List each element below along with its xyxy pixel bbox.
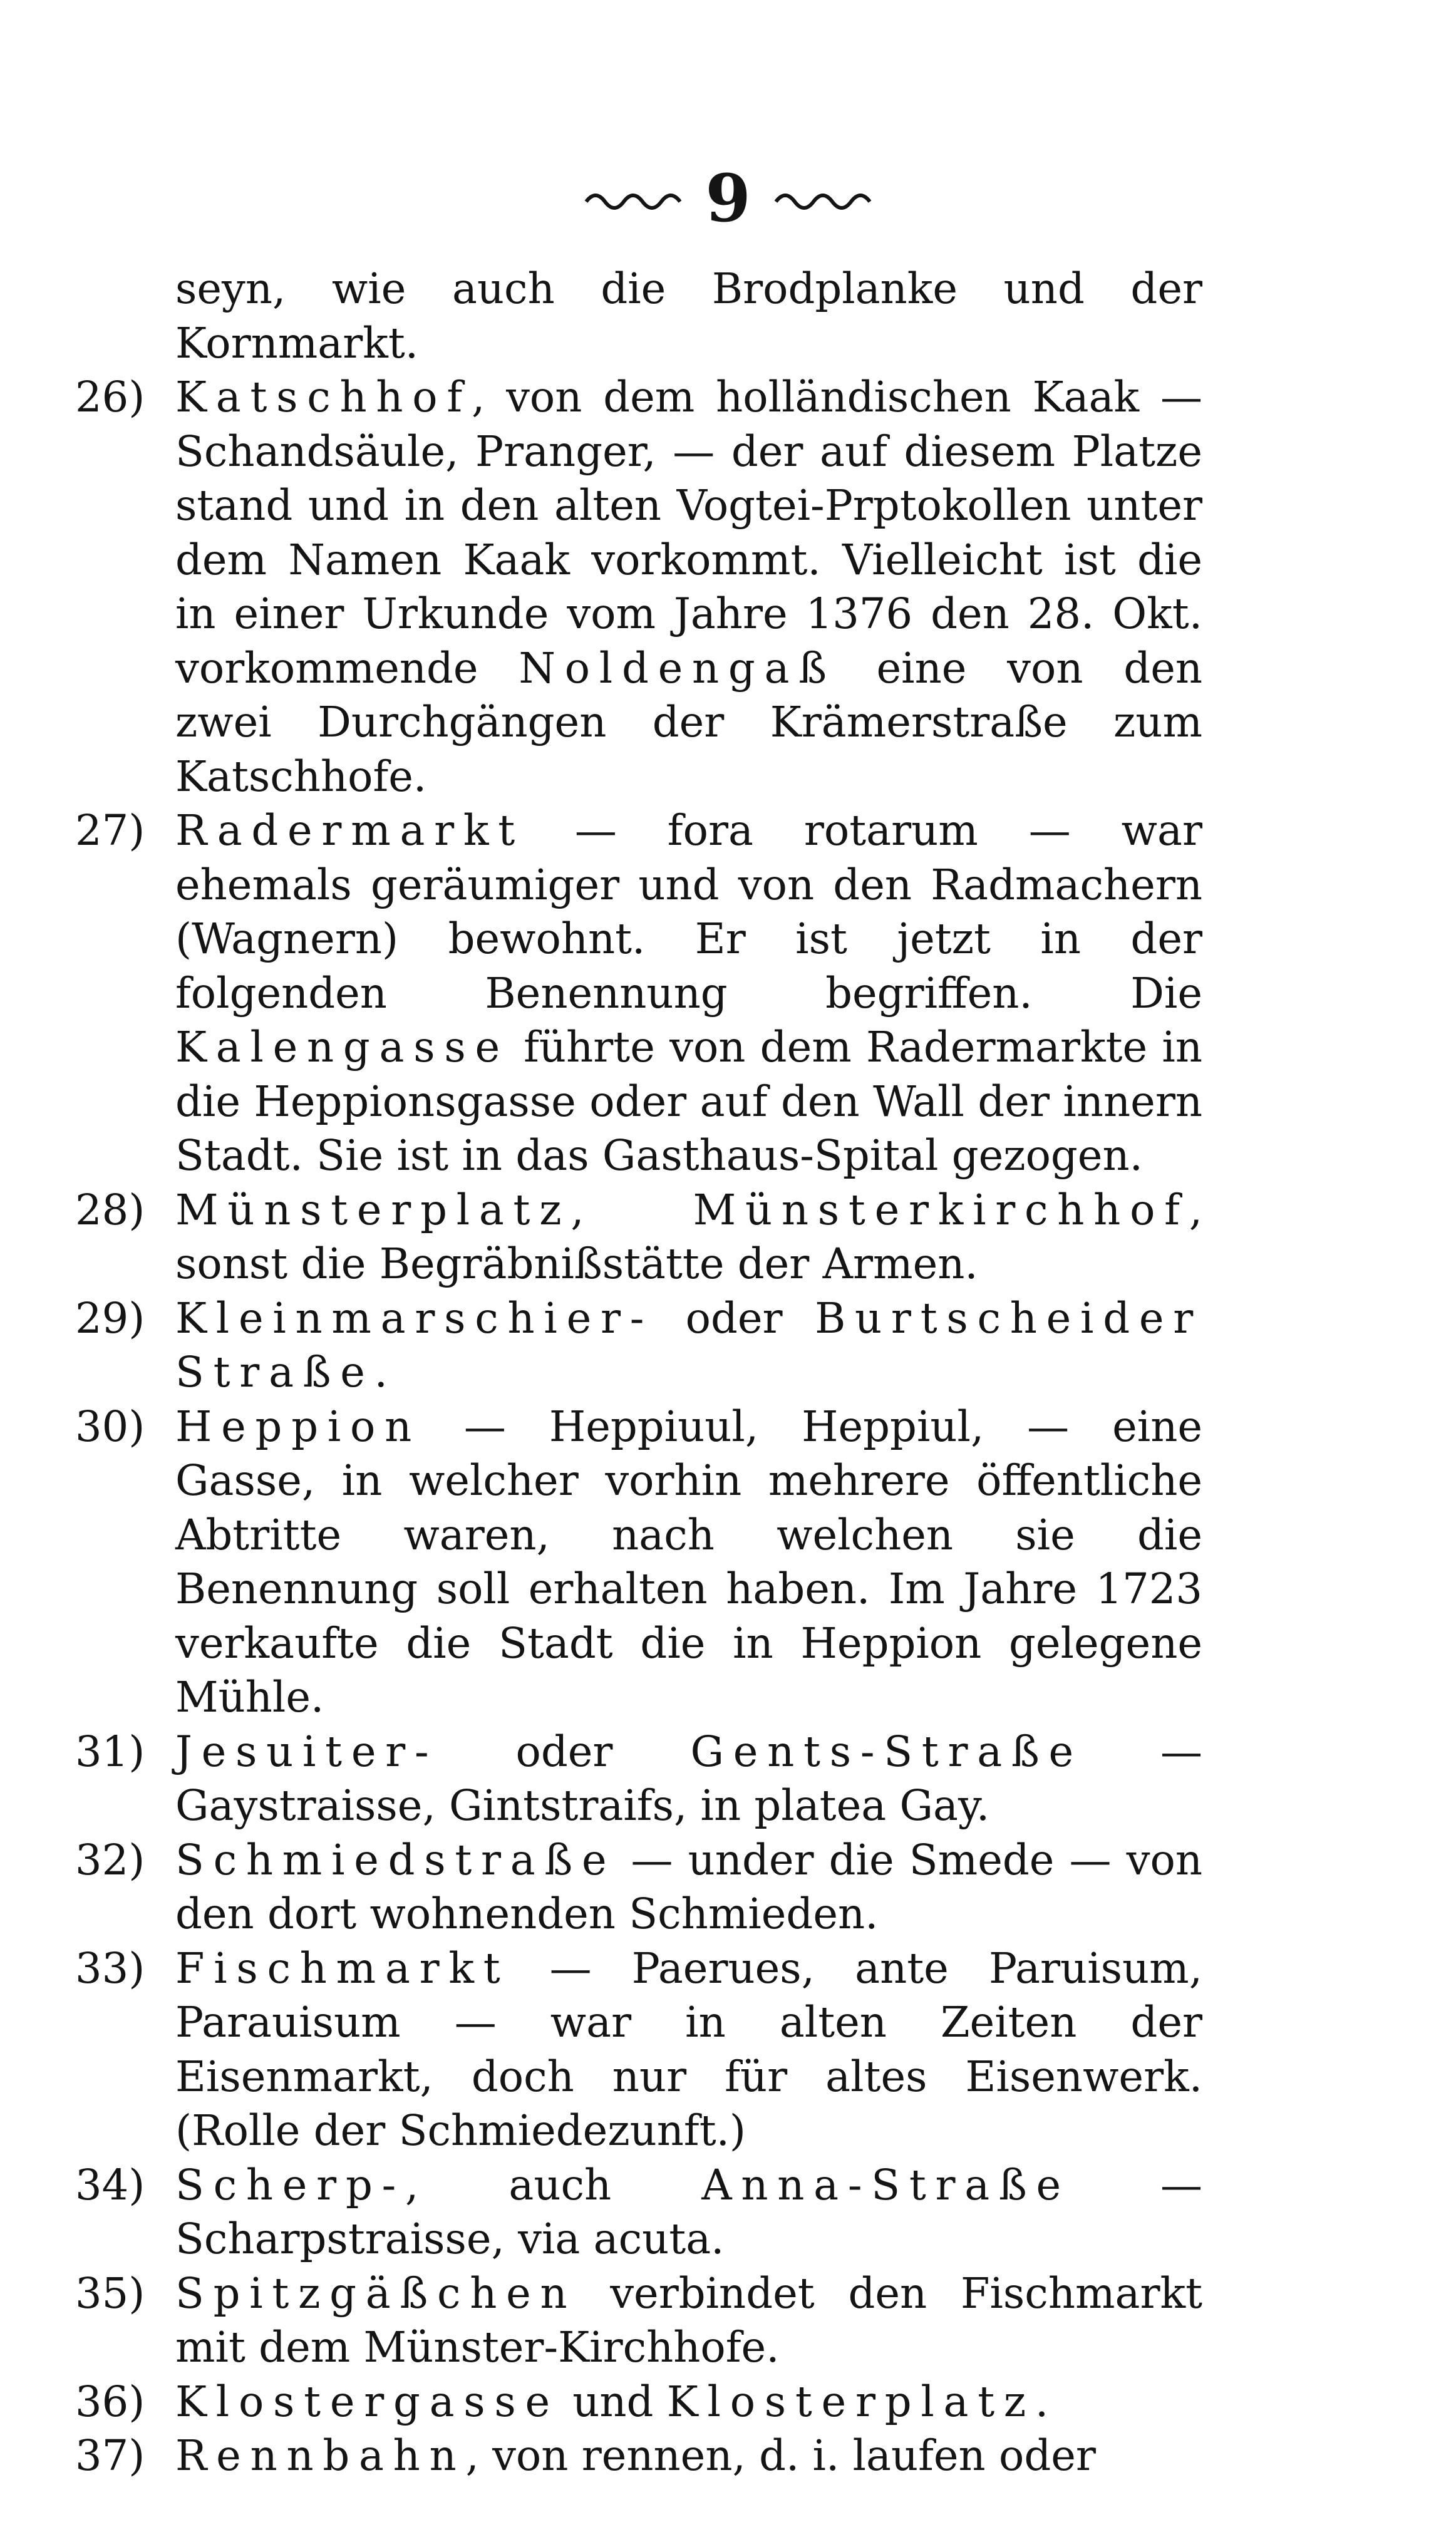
list-item [75,370,1202,804]
entry-number: 27) [75,806,145,855]
entry-text: verbindet den Fischmarkt mit dem Münster-Kirchhofe. [175,2268,1202,2372]
street-name: Katschhof [175,373,472,421]
list-item [75,1291,1202,1400]
street-name: Noldengaß [519,643,836,693]
entry-text: eine von den zwei Durchgängen der Krämerstraße zum Katschhofe. [175,643,1202,801]
entry-number: 33) [75,1943,145,1993]
entry-number: 31) [75,1727,145,1776]
street-name: Kleinmarschier- [175,1293,654,1343]
left-ornament [583,186,683,211]
entry-text: — under die Smede — von den dort wohnenden Schmieden. [175,1835,1202,1938]
list-item [75,1400,1202,1725]
entry-list [75,262,1202,2483]
entry-number: 30) [75,1402,145,1451]
street-name: Klosterplatz [666,2377,1035,2426]
street-name: Schmiedstraße [175,1835,616,1884]
street-name: Jesuiter- [175,1727,438,1776]
entry-text: — Scharpstraisse, via acuta. [175,2160,1202,2263]
street-name: Radermarkt [175,806,524,855]
street-name: Rennbahn [175,2431,466,2480]
entry-number: 36) [75,2377,145,2426]
street-name: Münsterplatz [175,1185,571,1234]
entry-text: — fora rotarum — war ehemals geräumiger und von den Radmachern (Wagnern) bewohnt. Er ist jetzt in der folgenden Benennung begriffen. Die [175,806,1202,1018]
street-name: Gents-Straße [690,1727,1083,1776]
entry-text: , [571,1185,693,1234]
entry-number: 34) [75,2160,145,2209]
entry-text: oder [438,1727,691,1776]
street-name: Kalengasse [175,1023,509,1072]
list-item [75,2375,1202,2429]
entry-number: 37) [75,2431,145,2480]
entry-text: seyn, wie auch die Brodplanke und der Kornmarkt. [175,264,1202,368]
entry-text: , auch [405,2160,702,2209]
page-number: 9 [705,160,751,237]
entry-text: . [1035,2377,1049,2426]
entry-text: und [559,2377,667,2426]
entry-number: 35) [75,2268,145,2318]
entry-text: — Gaystraisse, Gintstraifs, in platea Gay. [175,1727,1202,1830]
entry-text: , von rennen, d. i. laufen oder [465,2431,1096,2480]
street-name: Burtscheider Straße [175,1293,1202,1397]
list-item [75,1833,1202,1941]
entry-text: — Paerues, ante Paruisum, Parauisum — war in alten Zeiten der Eisenmarkt, doch nur für altes Eisenwerk. (Rolle der Schmiedezunft.) [175,1943,1202,2155]
entry-text: — Heppiuul, Heppiul, — eine Gasse, in welcher vorhin mehrere öffentliche Abtritte waren, nach welchen sie die Benennung soll erhalten haben. Im Jahre 1723 verkaufte die Stadt die in Heppion gelegene Mühle. [175,1402,1202,1722]
list-item [75,804,1202,1183]
page-header [0,160,1456,237]
list-item [75,1183,1202,1291]
entry-number: 28) [75,1185,145,1234]
street-name: Spitzgäßchen [175,2268,577,2318]
list-item [75,1941,1202,2158]
list-item [75,2158,1202,2266]
street-name: Scherp- [175,2160,405,2209]
street-name: Anna-Straße [701,2160,1070,2209]
entry-number: 32) [75,1835,145,1884]
entry-number: 26) [75,373,145,421]
street-name: Fischmarkt [175,1943,510,1993]
list-item [75,2429,1202,2483]
entry-text: oder [653,1293,815,1343]
entry-text: , sonst die Begräbnißstätte der Armen. [175,1185,1202,1288]
entry-text: . [374,1348,388,1397]
right-ornament [773,186,873,211]
list-item [75,2266,1202,2375]
entry-number: 29) [75,1293,145,1343]
street-name: Heppion [175,1402,421,1451]
street-name: Klostergasse [175,2377,559,2426]
street-name: Münsterkirchhof [693,1185,1189,1234]
list-item [75,262,1202,370]
entry-text: führte von dem Radermarkte in die Heppionsgasse oder auf den Wall der innern Stadt. Sie ist in das Gasthaus-Spital gezogen. [175,1023,1202,1180]
list-item [75,1725,1202,1833]
entry-text: , von dem holländischen Kaak — Schandsäule, Pranger, — der auf diesem Platze stand und in den alten Vogtei-Prptokollen unter dem Namen Kaak vorkommt. Vielleicht ist die in einer Urkunde vom Jahre 1376 den 28. Okt. vorkommende [175,373,1202,693]
